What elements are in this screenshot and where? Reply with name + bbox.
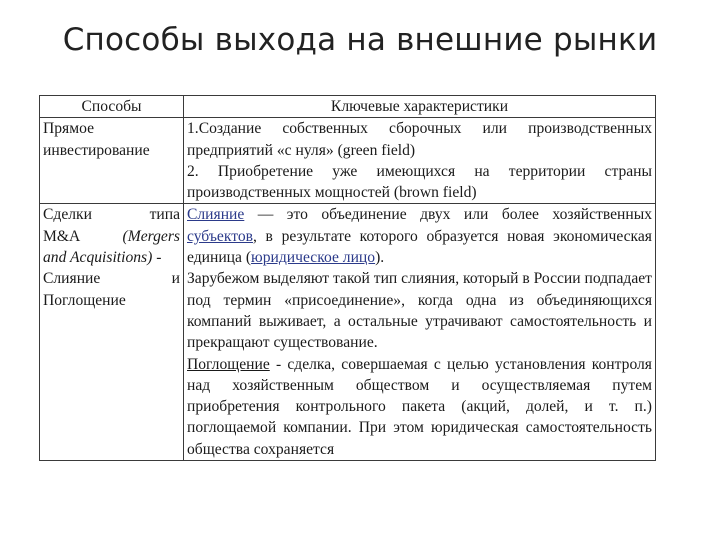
table-row <box>40 118 656 204</box>
chars-mna <box>184 204 656 461</box>
acquisition-paragraph: Поглощение - сделка, совершаемая с целью установления контроля над хозяйственным обществом и осуществляемая путем приобретения контрольного пакета (акций, долей, и т. п.) поглощаемой компании. При этом юридическая самостоятельность общества сохраняется <box>187 355 652 458</box>
chars-direct-investment <box>184 118 656 204</box>
table-row <box>40 204 656 461</box>
method-line: Прямое <box>43 120 95 138</box>
merge-link[interactable]: Слияние <box>187 206 245 224</box>
char-line: 2. Приобретение уже имеющихся на территории страны <box>187 162 652 180</box>
legal-entity-link[interactable]: юридическое лицо <box>251 249 376 267</box>
table-header-row <box>40 96 656 118</box>
foreign-paragraph: Зарубежом выделяют такой тип слияния, который в России подпадает под термин «присоединение», когда одна из объединяющихся компаний выживает, а остальные утрачивают самостоятельность и прекращают существование. <box>187 270 653 352</box>
char-line: предприятий «с нуля» (green field) <box>187 141 416 159</box>
subjects-link[interactable]: субъектов <box>187 227 253 245</box>
method-line: Сделки типа <box>43 206 180 224</box>
method-line: M&A (Mergers <box>43 227 180 245</box>
method-line: and Acquisitions) - <box>43 249 162 267</box>
method-direct-investment <box>40 118 184 204</box>
method-mna <box>40 204 184 461</box>
char-line: 1.Создание собственных сборочных или производственных <box>187 120 652 138</box>
methods-table <box>39 95 656 461</box>
method-line: Слияние и <box>43 270 180 288</box>
slide-title: Способы выхода на внешние рынки <box>62 22 658 58</box>
header-characteristics: Ключевые характеристики <box>184 96 656 118</box>
acquisition-term: Поглощение <box>187 355 270 373</box>
char-line: производственных мощностей (brown field) <box>187 184 477 202</box>
header-methods: Способы <box>40 96 184 118</box>
method-line: Поглощение <box>43 291 126 309</box>
merge-paragraph: Слияние — это объединение двух или более хозяйственных субъектов, в результате которого образуется новая экономическая единица (юридическое лицо). <box>187 206 652 267</box>
method-line: инвестирование <box>43 141 150 159</box>
